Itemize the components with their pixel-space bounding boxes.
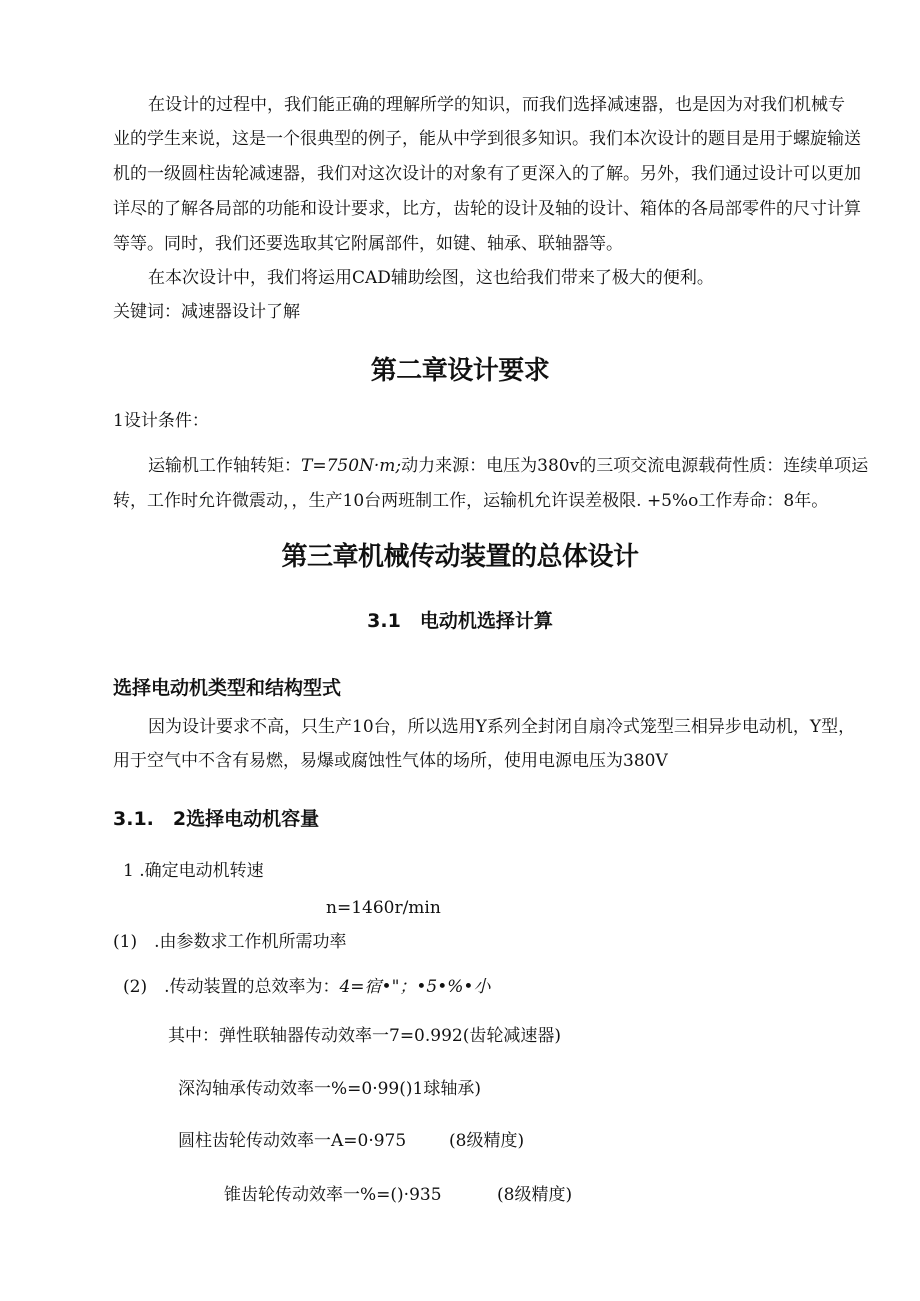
- keywords: 关键词：减速器设计了解: [113, 302, 300, 322]
- intro-line-2: 业的学生来说，这是一个很典型的例子，能从中学到很多知识。我们本次设计的题目是用于螺旋输送: [113, 129, 861, 149]
- intro-line-6: 在本次设计中，我们将运用CAD辅助绘图，这也给我们带来了极大的便利。: [148, 268, 714, 288]
- chapter2-title: 第二章设计要求: [370, 356, 550, 386]
- section-3-1-title: 3.1 电动机选择计算: [367, 610, 553, 632]
- efficiency-spur-gear: 圆柱齿轮传动效率一A=0·975: [178, 1131, 407, 1151]
- intro-line-4: 详尽的了解各局部的功能和设计要求，比方，齿轮的设计及轴的设计、箱体的各局部零件的尺寸计算: [113, 199, 861, 219]
- item-total-efficiency: [123, 979, 490, 996]
- motor-type-heading: 选择电动机类型和结构型式: [113, 677, 342, 699]
- item-motor-speed: 1 .确定电动机转速: [123, 861, 264, 881]
- spur-gear-accuracy: (8级精度): [449, 1131, 525, 1151]
- design-conditions-heading: 1设计条件：: [113, 411, 209, 431]
- intro-line-5: 等等。同时，我们还要选取其它附属部件，如键、轴承、联轴器等。: [113, 234, 623, 254]
- chapter3-title: 第三章机械传动装置的总体设计: [281, 542, 639, 572]
- design-conditions-line-2: 转，工作时允许微震动，，生产10台两班制工作，运输机允许误差极限. +5%o工作寿命：8年。: [113, 491, 829, 511]
- design-conditions-line-1: [148, 458, 868, 475]
- torque-value: T=750N·m;: [301, 456, 402, 476]
- efficiency-bearing: 深沟轴承传动效率一%=0·99()1球轴承): [178, 1079, 481, 1099]
- intro-line-3: 机的一级圆柱齿轮减速器，我们对这次设计的对象有了更深入的了解。另外，我们通过设计可以更加: [113, 164, 861, 184]
- motor-speed-value: n=1460r/min: [326, 898, 441, 918]
- motor-type-line-1: 因为设计要求不高，只生产10台，所以选用Y系列全封闭自扇冷式笼型三相异步电动机，Y型，: [148, 717, 856, 737]
- total-efficiency-label: (2) .传动装置的总效率为：: [123, 977, 340, 997]
- motor-type-line-2: 用于空气中不含有易燃，易爆或腐蚀性气体的场所，使用电源电压为380V: [113, 751, 668, 771]
- torque-label: 运输机工作轴转矩：: [148, 456, 301, 476]
- item-required-power: (1) .由参数求工作机所需功率: [113, 932, 347, 952]
- efficiency-bevel-gear: 锥齿轮传动效率一%=()·935: [224, 1185, 442, 1205]
- efficiency-coupling: 其中：弹性联轴器传动效率一7=0.992(齿轮减速器): [168, 1026, 561, 1046]
- power-source-text: 动力来源：电压为380v的三项交流电源载荷性质：连续单项运: [401, 456, 869, 476]
- bevel-gear-accuracy: (8级精度): [497, 1185, 573, 1205]
- total-efficiency-formula: 4=宿•"；•5•%•小: [339, 977, 491, 997]
- intro-line-1: 在设计的过程中，我们能正确的理解所学的知识，而我们选择减速器，也是因为对我们机械专: [148, 95, 845, 115]
- section-3-1-2-title: 3.1. 2选择电动机容量: [113, 808, 320, 830]
